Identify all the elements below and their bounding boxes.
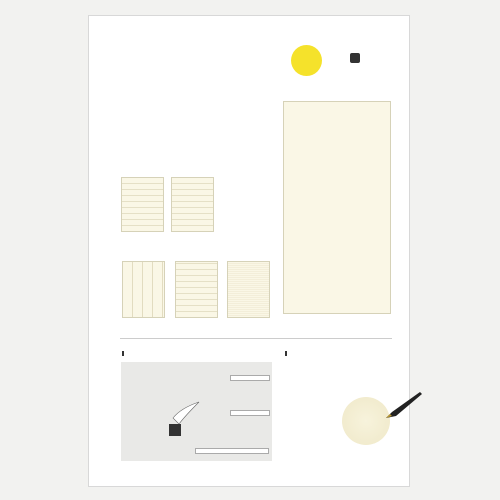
paper-section-heading [285, 351, 290, 357]
paper-description [288, 367, 290, 403]
callout-2 [230, 410, 270, 416]
calendar-grid [324, 115, 390, 301]
annual-calendar-thumb [122, 261, 165, 318]
section-divider [120, 338, 392, 339]
monthly-page-detail [283, 101, 391, 314]
grid-section-heading [122, 351, 127, 357]
quill-icon [173, 402, 199, 424]
monthly-thumb-left [121, 177, 164, 232]
binder-holes [96, 30, 106, 480]
fountain-pen-icon [384, 390, 424, 420]
brand-logo [350, 53, 363, 63]
note-thumb [227, 261, 270, 318]
ink-bottle-icon [169, 424, 181, 436]
logo-icon [350, 53, 360, 63]
callout-1 [230, 375, 270, 381]
callout-3 [195, 448, 269, 454]
monthly-thumb-right [171, 177, 214, 232]
size-badge [291, 45, 322, 76]
annual-schedule-thumb [175, 261, 218, 318]
paper-texture-circle [342, 397, 390, 445]
